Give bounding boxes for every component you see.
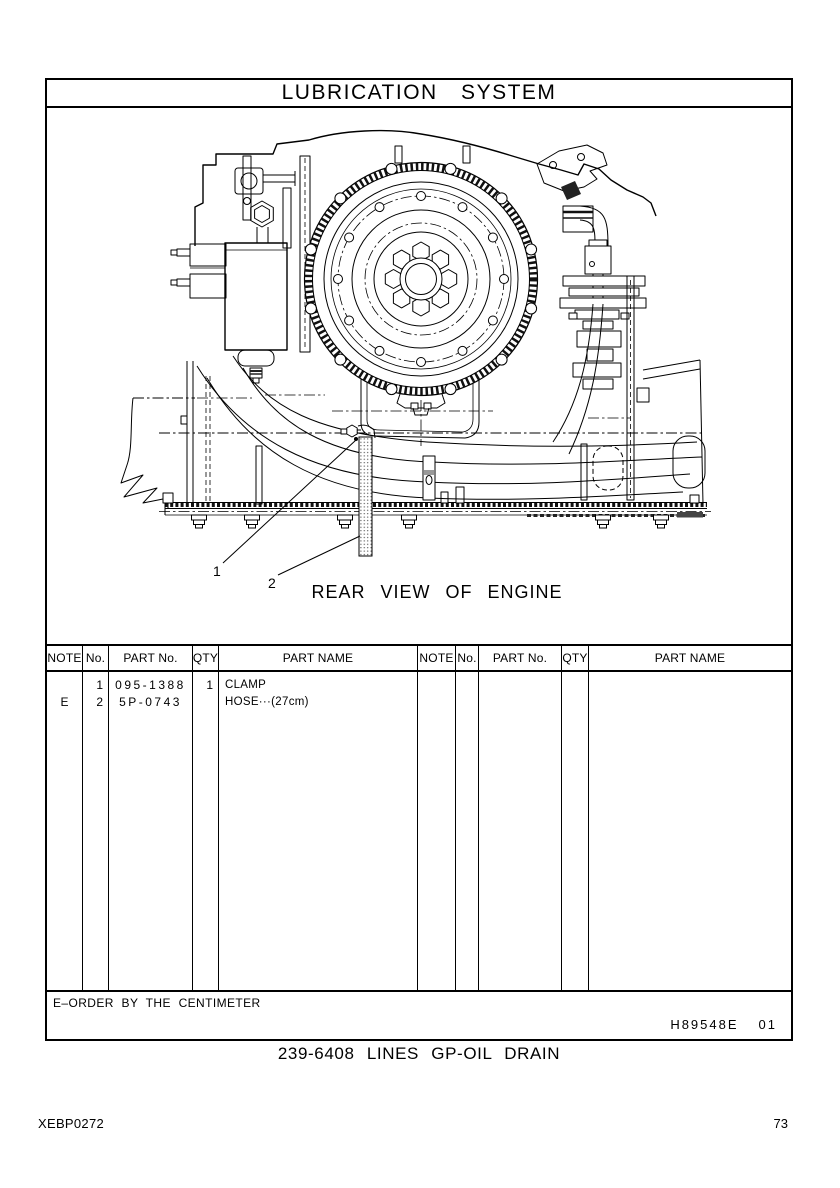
col-partno-2: PART No. bbox=[479, 646, 562, 670]
col-note: NOTE bbox=[47, 646, 83, 670]
document-number bbox=[670, 1017, 777, 1032]
bundle-clamp bbox=[423, 456, 435, 500]
body-col-note-2 bbox=[418, 672, 456, 990]
figure-area bbox=[47, 108, 791, 644]
figure-subtitle: 239-6408 LINES GP-OIL DRAIN bbox=[277, 1044, 561, 1063]
parts-table-body bbox=[47, 672, 791, 990]
col-partno: PART No. bbox=[109, 646, 193, 670]
leader-line-1 bbox=[223, 440, 356, 563]
left-frame-plate bbox=[121, 361, 325, 509]
callout-1: 1 bbox=[213, 563, 221, 579]
drain-hose bbox=[359, 437, 372, 556]
flywheel bbox=[305, 146, 538, 415]
note-value: E bbox=[60, 695, 69, 709]
sheet-border bbox=[45, 78, 793, 1041]
callout-2: 2 bbox=[268, 575, 276, 591]
col-partname: PART NAME bbox=[219, 646, 418, 670]
note-value bbox=[47, 677, 82, 694]
rail-bolt bbox=[192, 515, 207, 528]
body-col-partname-2 bbox=[589, 672, 791, 990]
part-name-value: HOSE···(27cm) bbox=[225, 696, 309, 708]
body-col-partno bbox=[109, 672, 193, 990]
col-qty-2: QTY bbox=[562, 646, 589, 670]
order-footnote: E–ORDER BY THE CENTIMETER bbox=[53, 996, 261, 1010]
page-title: LUBRICATION SYSTEM bbox=[281, 81, 557, 104]
page-number: 73 bbox=[773, 1116, 788, 1131]
form-code: XEBP0272 bbox=[38, 1116, 105, 1131]
figure-caption: REAR VIEW OF ENGINE bbox=[311, 582, 563, 602]
qty-value: 1 bbox=[206, 678, 213, 692]
oil-filter-canister bbox=[171, 156, 310, 383]
body-col-qty-2 bbox=[562, 672, 589, 990]
no-value: 1 bbox=[96, 678, 103, 692]
doc-code: H89548E bbox=[670, 1017, 739, 1032]
body-col-partname bbox=[219, 672, 418, 990]
sheet-footer bbox=[47, 990, 791, 1039]
col-qty: QTY bbox=[193, 646, 219, 670]
parts-table-header bbox=[47, 644, 791, 672]
part-no-value: 5P-0743 bbox=[119, 695, 182, 709]
body-col-partno-2 bbox=[479, 672, 562, 990]
right-mounting-assembly bbox=[537, 145, 705, 504]
part-no-value: 095-1388 bbox=[115, 678, 186, 692]
body-col-note bbox=[47, 672, 83, 990]
col-no-2: No. bbox=[456, 646, 479, 670]
body-col-no bbox=[83, 672, 109, 990]
body-col-no-2 bbox=[456, 672, 479, 990]
qty-value bbox=[193, 694, 218, 711]
title-bar bbox=[47, 80, 791, 108]
col-partname-2: PART NAME bbox=[654, 651, 726, 665]
leader-line-2 bbox=[278, 536, 360, 575]
body-col-qty bbox=[193, 672, 219, 990]
no-value: 2 bbox=[96, 695, 103, 709]
engine-rear-view-drawing bbox=[47, 108, 791, 644]
col-note-2: NOTE bbox=[418, 646, 456, 670]
part-name-value: CLAMP bbox=[225, 679, 267, 691]
doc-revision: 01 bbox=[758, 1017, 777, 1032]
col-no: No. bbox=[83, 646, 109, 670]
